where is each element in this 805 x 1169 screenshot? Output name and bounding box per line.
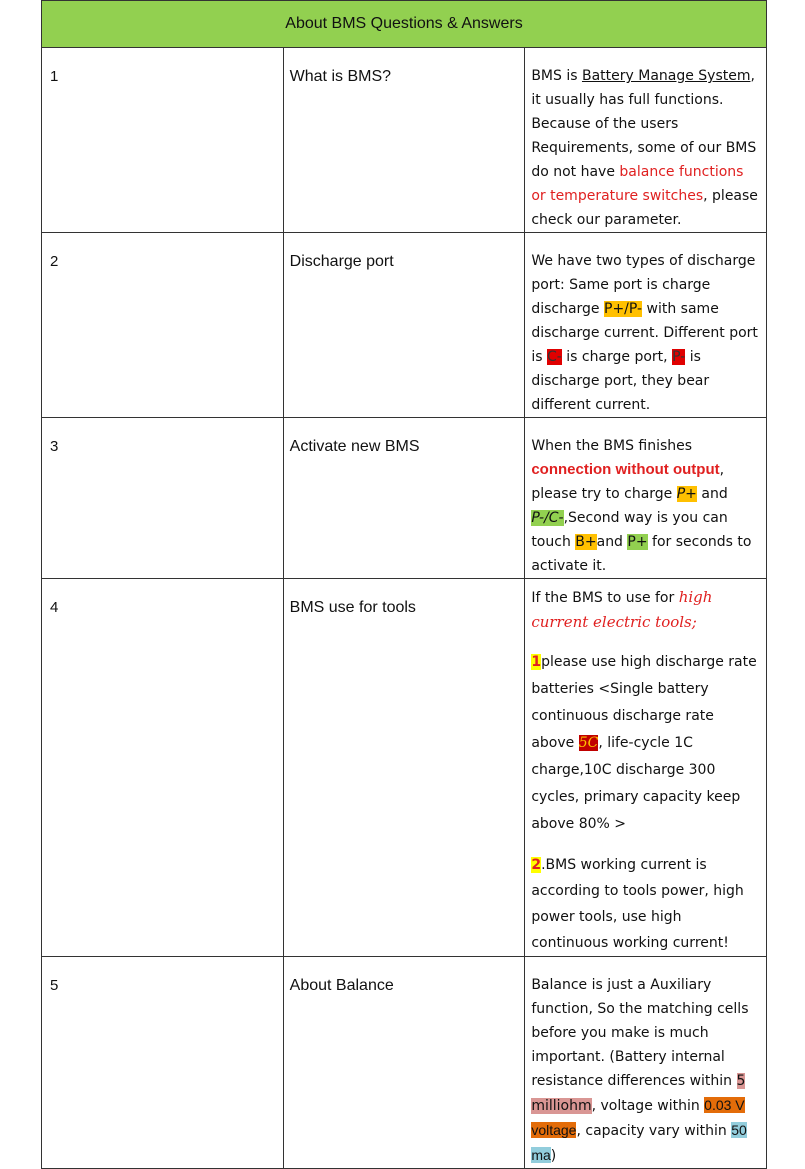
table-row	[42, 48, 767, 233]
tip-number: 2	[531, 857, 542, 873]
answer-cell: BMS is Battery Manage System, it usually has full functions. Because of the users Requirements, some of our BMS do not have balance functions or temperature switches, please check our parameter.	[525, 48, 767, 233]
row-number: 2	[42, 233, 284, 418]
capacity-highlight: 50 ma	[531, 1122, 747, 1163]
table-title: About BMS Questions & Answers	[42, 1, 767, 48]
table-row	[42, 579, 767, 957]
question-cell: About Balance	[283, 957, 525, 1169]
question-cell: BMS use for tools	[283, 579, 525, 957]
question-cell: Discharge port	[283, 233, 525, 418]
row-number: 1	[42, 48, 284, 233]
tip-2: 2.BMS working current is according to tools power, high power tools, use high continuous working current!	[531, 857, 744, 951]
row-number: 3	[42, 418, 284, 579]
qa-table	[41, 0, 767, 1169]
port-label-highlight: P+	[676, 486, 697, 502]
answer-cell	[525, 579, 767, 957]
answer-intro: If the BMS to use for high current electric tools;	[531, 588, 713, 631]
answer-cell: We have two types of discharge port: Same port is charge discharge P+/P- with same discharge current. Different port is C- is charge port, P- is discharge port, they bear different current.	[525, 233, 767, 418]
red-note: balance functions or temperature switches	[531, 164, 744, 204]
rate-highlight: 5C	[578, 735, 599, 751]
question-cell: What is BMS?	[283, 48, 525, 233]
red-note: connection without output	[531, 461, 720, 478]
resistance-highlight: 5 milliohm	[531, 1073, 746, 1114]
answer-cell: When the BMS finishes connection without output, please try to charge P+ and P-/C-,Second way is you can touch B+and P+ for seconds to activate it.	[525, 418, 767, 579]
port-label-highlight: P+	[627, 534, 648, 550]
port-label-highlight: P-	[672, 349, 686, 365]
voltage-highlight: 0.03 V voltage	[531, 1097, 745, 1138]
row-number: 4	[42, 579, 284, 957]
question-cell: Activate new BMS	[283, 418, 525, 579]
port-label-highlight: B+	[575, 534, 597, 550]
port-label-highlight: P+/P-	[604, 301, 643, 317]
port-label-highlight: C-	[546, 349, 562, 365]
tip-number: 1	[531, 654, 542, 670]
row-number: 5	[42, 957, 284, 1169]
port-label-highlight: P-/C-	[531, 510, 564, 526]
table-row	[42, 418, 767, 579]
bms-definition: Battery Manage System	[581, 68, 751, 84]
header-row	[42, 1, 767, 48]
tip-1: 1please use high discharge rate batteries <Single battery continuous discharge rate above 5C, life-cycle 1C charge,10C discharge 300 cycles, primary capacity keep above 80% >	[531, 654, 757, 832]
table-row	[42, 957, 767, 1169]
red-note: high current electric tools;	[531, 588, 713, 631]
table-row	[42, 233, 767, 418]
answer-cell: Balance is just a Auxiliary function, So the matching cells before you make is much important. (Battery internal resistance differences within 5 milliohm, voltage within 0.03 V voltage, capacity vary within 50 ma)	[525, 957, 767, 1169]
